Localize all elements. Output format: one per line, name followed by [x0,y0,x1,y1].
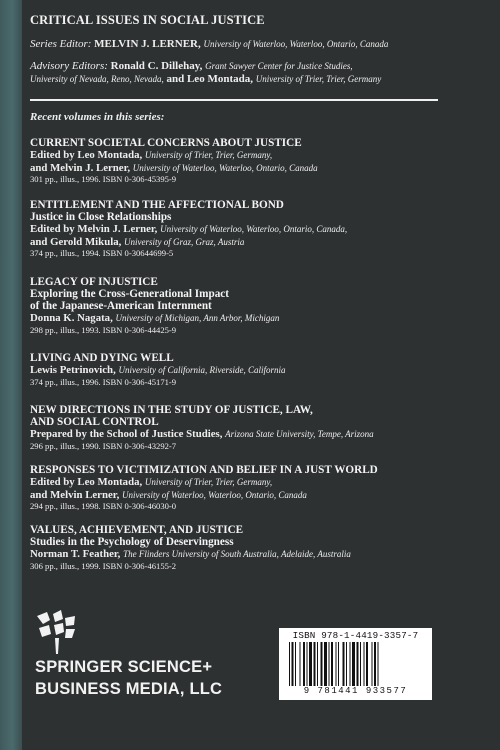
barcode-bar [338,642,339,686]
barcode-bar [314,642,316,686]
volume-author: Donna K. Nagata, [30,312,113,324]
publisher-name [35,656,222,700]
volume-title: NEW DIRECTIONS IN THE STUDY OF JUSTICE, LAW, [30,404,313,416]
barcode-bar [324,642,327,686]
barcode-bar [303,642,305,686]
barcode [279,628,432,700]
advisory-editors [30,60,381,86]
barcode-bar [378,642,379,686]
barcode-bar [309,642,312,686]
publisher-line-1: SPRINGER SCIENCE+ [35,658,213,676]
volume-editor: and Melvin Lerner, [30,488,120,501]
barcode-bar [321,642,323,686]
advisory-label: Advisory Editors: [30,60,108,72]
advisory-and: and [166,73,185,85]
volume-title: ENTITLEMENT AND THE AFFECTIONAL BOND [30,199,284,211]
volume-meta: 298 pp., illus., 1993. ISBN 0-306-44425-9 [30,324,177,335]
volume-meta: 301 pp., illus., 1996. ISBN 0-306-45395-9 [30,174,177,184]
advisory-editor-1-affil-a: Grant Sawyer Center for Justice Studies, [205,61,353,71]
barcode-bar [336,642,337,686]
volume-entry [30,404,490,452]
volume-meta: 374 pp., illus., 1996. ISBN 0-306-45171-9 [30,376,177,387]
divider-rule [30,99,438,101]
volume-editor: Edited by Leo Montada, [30,149,143,161]
volume-subtitle: Exploring the Cross-Generational Impact [30,288,229,300]
volume-author: Lewis Petrinovich, [30,364,116,376]
volume-entry [30,352,490,388]
volume-affil: Arizona State University, Tempe, Arizona [225,429,374,439]
series-editor-label: Series Editor: [30,38,92,50]
volume-meta: 294 pp., illus., 1998. ISBN 0-306-46030-0 [30,501,177,511]
volume-affil: University of Michigan, Ann Arbor, Michigan [115,313,280,323]
series-editor-name: MELVIN J. LERNER, [94,38,201,50]
volume-affil: University of Waterloo, Waterloo, Ontario, Canada [121,489,307,500]
barcode-bar [300,642,301,686]
volume-entry [30,276,490,336]
volume-entry [30,137,490,186]
springer-logo-icon [35,610,77,654]
series-editor [30,38,388,50]
barcode-bar [307,642,308,686]
barcode-bar [331,642,333,686]
barcode-bars [289,642,425,686]
volume-editor: Edited by Leo Montada, [30,476,143,488]
volume-author: Norman T. Feather, [30,548,121,560]
volume-subtitle: Studies in the Psychology of Deservingness [30,536,234,548]
volume-title: CURRENT SOCIETAL CONCERNS ABOUT JUSTICE [30,137,302,149]
volume-affil: University of Waterloo, Waterloo, Ontario, Canada [132,162,318,173]
decorative-left-strip [0,0,22,750]
barcode-bar [360,642,361,686]
advisory-editor-2-name: Leo Montada, [186,73,253,85]
barcode-bar [352,642,355,686]
volume-affil: University of Waterloo, Waterloo, Ontario, Canada, [160,224,348,234]
barcode-bar [289,642,290,686]
volume-entry [30,199,490,260]
volume-subtitle: Justice in Close Relationships [30,211,172,223]
barcode-bar [366,642,368,686]
barcode-bar [364,642,365,686]
barcode-bar [317,642,318,686]
series-editor-affil: University of Waterloo, Waterloo, Ontario, Canada [203,39,389,49]
volume-affil: The Flinders University of South Australia, Adelaide, Australia [123,549,351,559]
barcode-bar [329,642,330,686]
volume-affil: University of Trier, Trier, Germany, [144,477,273,487]
volume-title: VALUES, ACHIEVEMENT, AND JUSTICE [30,524,244,536]
volume-meta: 296 pp., illus., 1990. ISBN 0-306-43292-7 [30,440,177,451]
volume-meta: 306 pp., illus., 1999. ISBN 0-306-46155-2 [30,560,177,571]
volume-editor: Edited by Melvin J. Lerner, [30,223,158,235]
advisory-editor-1-name: Ronald C. Dillehay, [110,60,203,72]
volume-title: RESPONSES TO VICTIMIZATION AND BELIEF IN A JUST WORLD [30,464,378,476]
barcode-bar [374,642,376,686]
barcode-bar [350,642,351,686]
barcode-bar [357,642,359,686]
volume-subtitle: of the Japanese-American Internment [30,300,212,312]
volume-entry [30,464,490,513]
publisher-line-2: BUSINESS MEDIA, LLC [35,680,223,698]
volume-editor: and Gerold Mikula, [30,235,122,248]
volume-author: Prepared by the School of Justice Studies, [30,428,223,440]
volume-entry [30,524,490,572]
barcode-bar [295,642,296,686]
volume-title: LIVING AND DYING WELL [30,352,174,364]
advisory-editor-1-affil-b: University of Nevada, Reno, Nevada, [30,74,164,84]
barcode-isbn: ISBN 978-1-4419-3357-7 [292,630,419,641]
volume-title-cont: AND SOCIAL CONTROL [30,416,159,428]
barcode-bar [372,642,373,686]
barcode-bar [292,642,294,686]
volume-affil: University of Graz, Graz, Austria [124,236,245,247]
advisory-editor-2-affil: University of Trier, Trier, Germany [255,74,382,84]
volume-meta: 374 pp., illus., 1994. ISBN 0-30644699-5 [30,248,174,258]
series-title: CRITICAL ISSUES IN SOCIAL JUSTICE [30,13,265,27]
volume-title: LEGACY OF INJUSTICE [30,276,158,288]
barcode-bar [343,642,345,686]
volume-affil: University of California, Riverside, California [118,365,286,375]
recent-volumes-heading: Recent volumes in this series: [30,111,165,123]
volume-affil: University of Trier, Trier, Germany, [144,150,273,160]
barcode-digits: 9 781441 933577 [303,686,408,696]
volume-editor: and Melvin J. Lerner, [30,161,131,174]
barcode-bar [346,642,347,686]
